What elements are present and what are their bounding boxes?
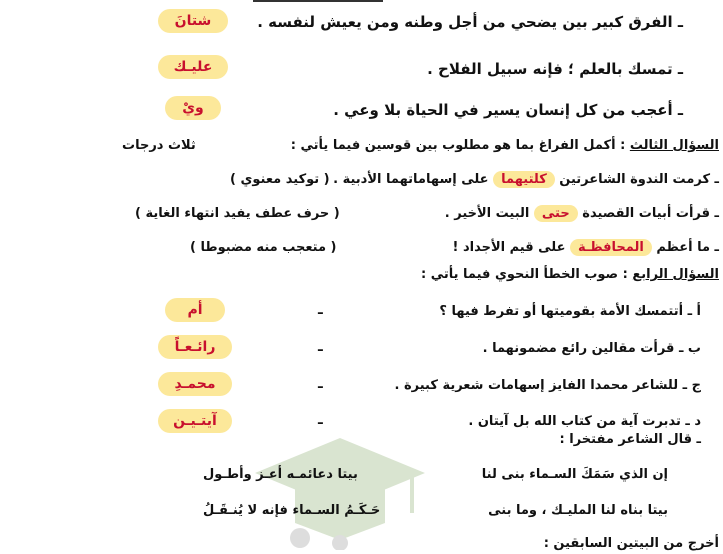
q3-marks: ثلاث درجات: [122, 138, 196, 153]
q4-answer-3: محمـدِ: [158, 372, 232, 396]
watermark-logo-icon: [240, 428, 440, 550]
top-rule: [253, 0, 383, 2]
poem-verse-2-right: بيتا بناه لنا المليـك ، وما بنى: [488, 503, 668, 518]
q3-item-1-before: ـ كرمت الندوة الشاعرتين: [559, 172, 719, 187]
q4-answer-4: آيتـيـن: [158, 409, 232, 433]
q4-item-4: د ـ تدبرت آية من كتاب الله بل آيتان .: [468, 414, 701, 429]
q4-dash-1: ـ: [318, 302, 323, 318]
q2-answer-1: شتانَ: [158, 9, 228, 33]
q3-item-1: [333, 170, 719, 190]
q4-extra: ـ قال الشاعر مفتخرا :: [559, 432, 701, 447]
q4-heading: [421, 265, 719, 285]
footer-instruction: أخرج من البيتين السابقين :: [543, 536, 719, 551]
q3-item-2-hint: ( حرف عطف يفيد انتهاء الغاية ): [135, 206, 340, 221]
q3-item-1-hint: ( توكيد معنوي ): [230, 172, 330, 187]
q3-item-1-answer: كلتيهما: [493, 171, 555, 188]
q4-item-1: أ ـ أتتمسك الأمة بقوميتها أو تفرط فيها ؟: [439, 304, 701, 319]
q3-heading: [291, 136, 719, 156]
q3-instruction: : أكمل الفراغ بما هو مطلوب بين قوسين فيما يأتي :: [290, 138, 626, 153]
poem-verse-2-left: حَـكَـمُ السـماء فإنه لا يُنـقَـلُ: [203, 503, 381, 518]
q4-answer-1: أم: [165, 298, 225, 322]
poem-verse-1-left: بيتا دعائمـه أعـز وأطـول: [203, 467, 358, 482]
q3-item-1-after: على إسهاماتهما الأدبية .: [333, 172, 489, 187]
q4-answer-2: رائـعـاً: [158, 335, 232, 359]
poem-verse-1-right: إن الذي سَمَكَ السـماء بنى لنا: [481, 467, 668, 482]
q4-dash-4: ـ: [318, 412, 323, 428]
q2-sentence-3: ـ أعجب من كل إنسان يسير في الحياة بلا وعي .: [333, 101, 683, 119]
q3-item-3-hint: ( متعجب منه مضبوطا ): [190, 240, 337, 255]
q3-item-3: [452, 238, 719, 258]
q4-dash-2: ـ: [318, 339, 323, 355]
q4-instruction: : صوب الخطأ النحوي فيما يأتي :: [420, 267, 628, 282]
q2-sentence-2: ـ تمسك بالعلم ؛ فإنه سبيل الفلاح .: [427, 60, 683, 78]
q3-item-2-before: ـ قرأت أبيات القصيدة: [582, 206, 719, 221]
q4-item-3: ج ـ للشاعر محمدا الفايز إسهامات شعرية كبيرة .: [394, 378, 701, 393]
q3-item-3-before: ـ ما أعظم: [656, 240, 719, 255]
q3-item-2: [445, 204, 719, 224]
q2-sentence-1: ـ الفرق كبير بين يضحي من أجل وطنه ومن يعيش لنفسه .: [257, 13, 683, 31]
q2-answer-2: عليـك: [158, 55, 228, 79]
q4-title: السؤال الرابع: [632, 267, 719, 282]
q3-item-2-after: البيت الأخير .: [444, 206, 530, 221]
q4-dash-3: ـ: [318, 376, 323, 392]
q3-item-3-answer: المحافظـة: [570, 239, 652, 256]
q4-item-2: ب ـ قرأت مقالين رائع مضمونهما .: [482, 341, 701, 356]
q2-answer-3: ويْ: [165, 96, 221, 120]
q3-item-2-answer: حتى: [534, 205, 578, 222]
q3-item-3-after: على قيم الأجداد !: [452, 240, 566, 255]
q3-title: السؤال الثالث: [629, 138, 719, 153]
